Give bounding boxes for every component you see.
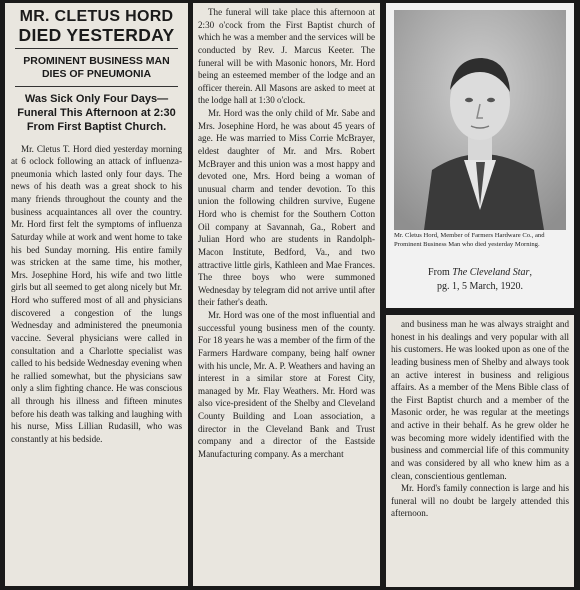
article-column-2 [193,3,380,586]
paragraph: The funeral will take place this afternoon at 2:30 o'cock from the First Baptist church of which he was a member and the services will be conducted by Rev. J. Marcus Keeter. The funeral will be with Masonic honors, Mr. Hord being an esteemed member of the lodge and an officer therein. All Masons are asked to meet at the lodge hall at 1:30 o'clock. [198,7,375,106]
portrait-icon [394,10,566,230]
source-title: The Cleveland Star [452,267,530,278]
source-page: pg. 1, 5 March, 1920. [436,281,524,292]
paragraph: Mr. Cletus T. Hord died yesterday morning at 6 oclock following an attack of influenza-pneumonia which lasted only four days. The news of his death was a great shock to his many friends throughout the county and the business acquaintances all over the country. Mr. Hord first felt the symptoms of influenza Saturday while at work and went home to take his bed Sunday morning. His entire family was stricken at the same time, his mother, Mrs. Josephine Hord, his wife and two little girls but all seemed to get along nicely but Mr. Hord who suffered most of all and physicians discovered a congestion of the lungs Wednesday and administered the pneumonia vaccine. Several physicians were called in consultation and a Charlotte specialist was called to his bedside Wednesday evening when he rallied somewhat, but the physicians saw only a slim fighting chance. He was conscious all through his illness and fifteen minutes before his death was talking and laughing with his nurse, Miss Lillian Rudasill, who was constantly at his bedside. [11,143,182,444]
paragraph: Mr. Hord was one of the most influential and successful young business men of the county. For 18 years he was a member of the firm of the Farmers Hardware company, being half owner with his uncle, Mr. A. P. Weathers and having an interest in a similar store at Forest City, managed by Mr. Flay Weathers. Mr. Hord was also vice-president of the Shelby and Cleveland County Building and Loan association, a director in the Cleveland Bank and Trust company and a director of the Eastside Manufacturing company. As a merchant [198,310,375,459]
paragraph: Mr. Hord was the only child of Mr. Sabe and Mrs. Josephine Hord, he was about 45 years of age. He was married to Miss Corrie McBrayer, eldest daughter of Mr. and Mrs. Robert McBrayer and this union was a most happy and devoted one, Mrs. Hord being a woman of unusual charm and tender devotion. To this union the following children survive, Eugene Hord who is chemist for the Southern Cotton Oil company at Savannah, Ga., Robert and Julian Hord who are students in Randolph-Macon Institute, Bedford, Va., and two attractive little girls, Kathleen and Mae Frances. The three boys who were summoned Wednesday by telegram did not arrive until after their father's death. [198,108,375,308]
deck-headline: Was Sick Only Four Days—Funeral This Afternoon at 2:30 From First Baptist Church. [17,93,176,133]
source-suffix: , [529,267,532,278]
portrait-photo [394,10,566,230]
paragraph: Mr. Hord's family connection is large and his funeral will no doubt be largely attended this afternoon. [391,483,569,519]
photo-panel [386,3,574,308]
subheadline: PROMINENT BUSINESS MAN DIES OF PNEUMONIA [23,55,170,80]
paragraph: and business man he was always straight and honest in his dealings and very popular with all his customers. He was looked upon as one of the leading business men of Shelby and always took an active interest in business and religious affairs. As a member of the Mens Bible class of the First Baptist church and a member of the Masonic order, he was regular at the meetings and active in their behalf. As he grew older he was becoming more widely identified with the business and commercial life of this community and was considered by all who knew him as a clean, conscientious gentleman. [391,319,569,481]
article-body [198,6,375,461]
divider [15,48,178,49]
source-citation [394,266,566,294]
article-column-1 [5,3,188,586]
headline-line-2: DIED YESTERDAY [18,24,175,45]
photo-caption: Mr. Cletus Hord, Member of Farmers Hardware Co., and Prominent Business Man who died yesterday Morning. [394,232,545,248]
article-body [391,318,569,520]
divider [15,86,178,87]
article-column-3 [386,315,574,587]
article-body [11,143,182,446]
headline-line-1: MR. CLETUS HORD [19,8,174,25]
source-prefix: From [428,267,453,278]
